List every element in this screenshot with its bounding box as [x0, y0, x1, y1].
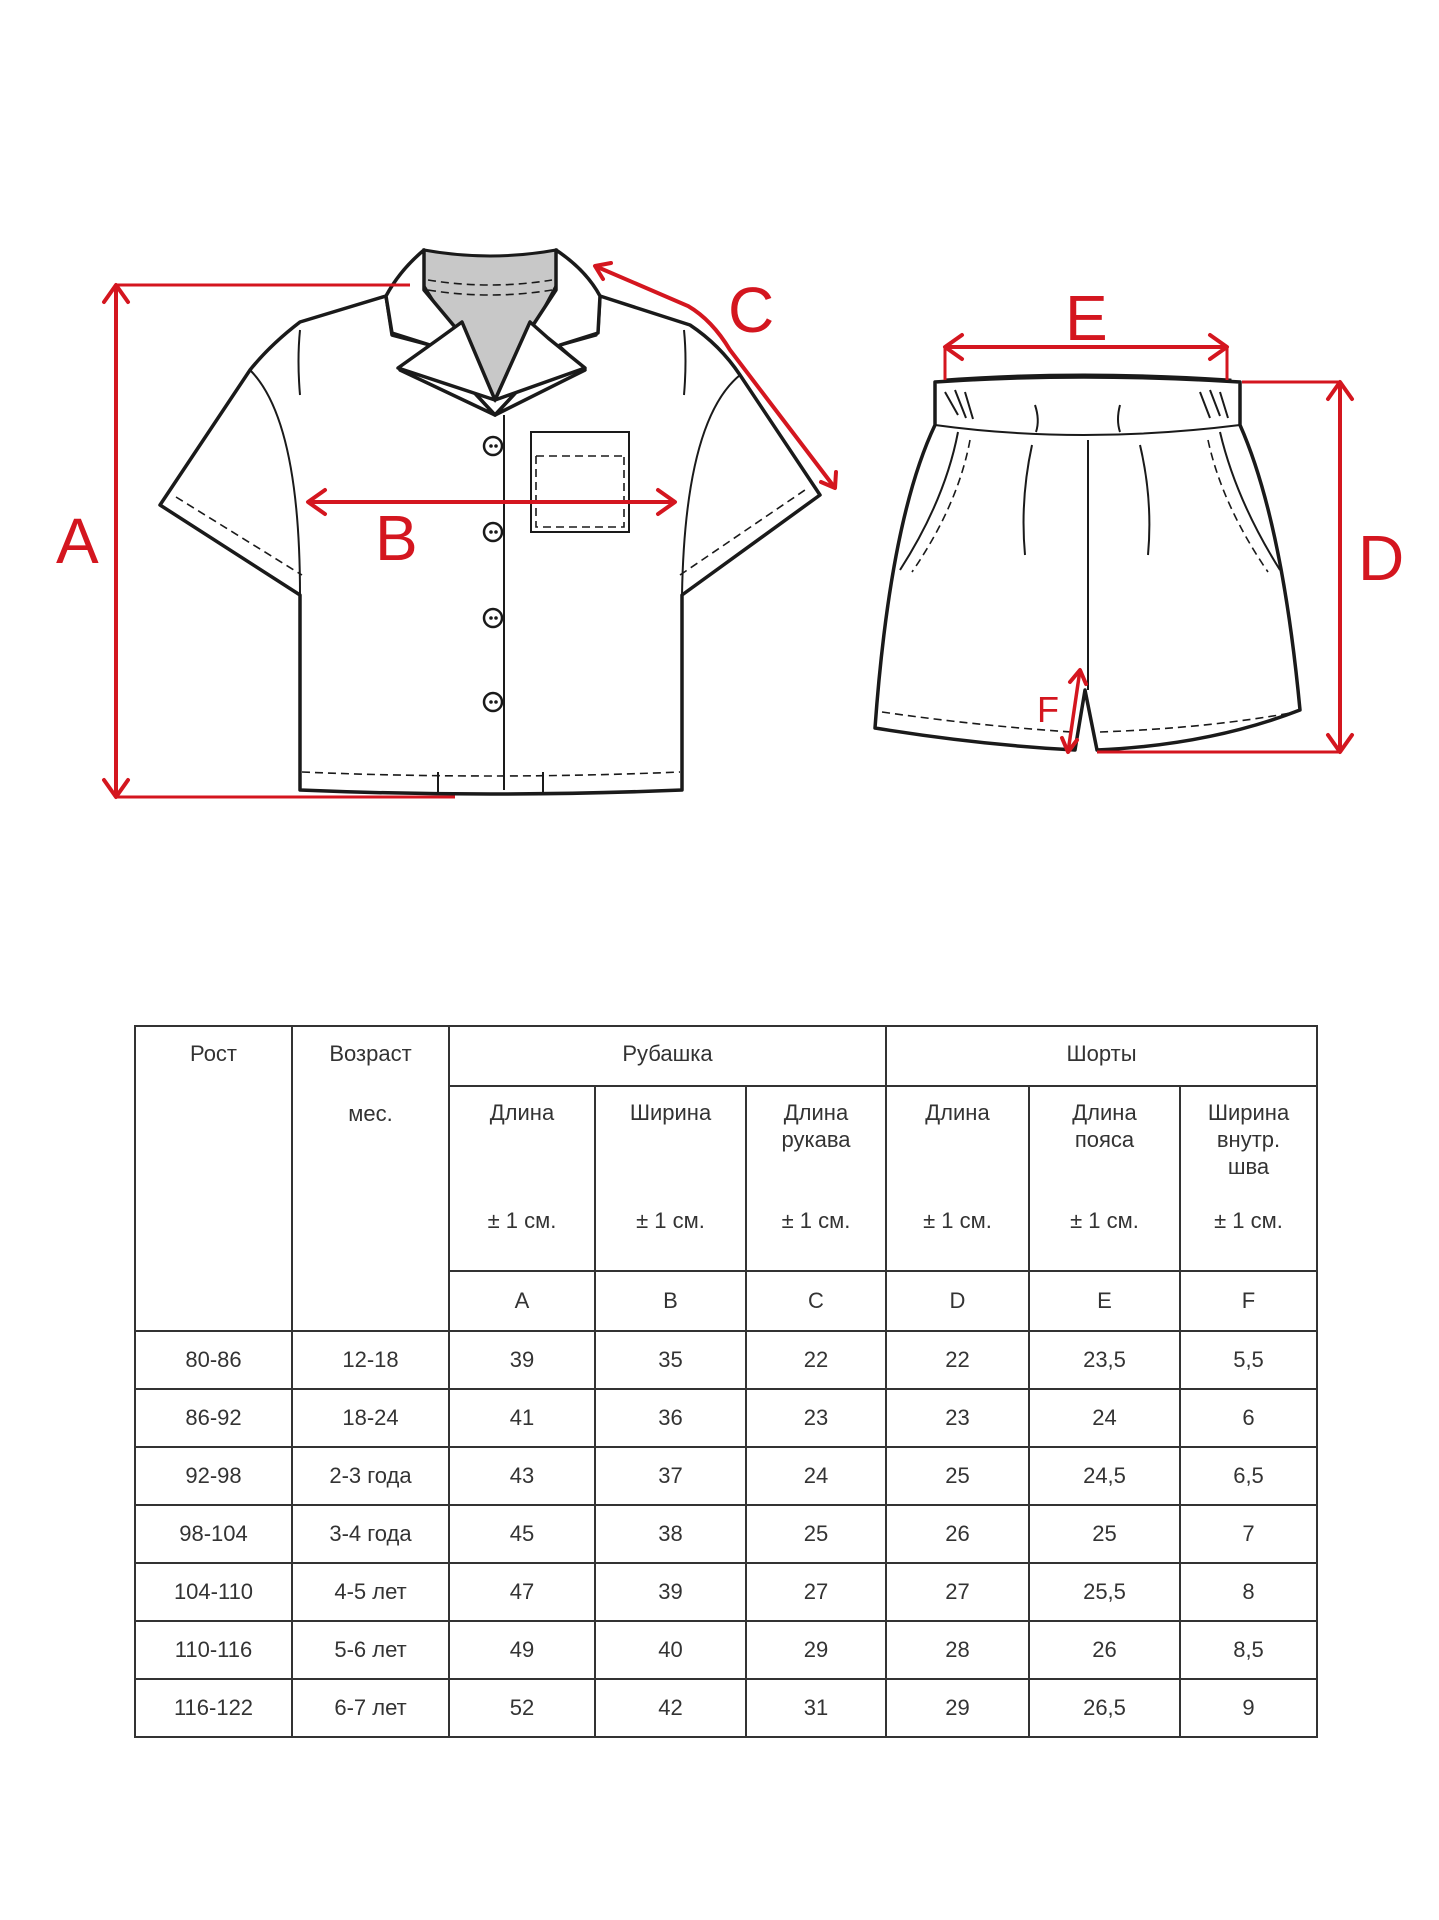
shorts-drawing [875, 375, 1300, 750]
table-cell: 4-5 лет [292, 1563, 449, 1621]
table-cell: 29 [746, 1621, 886, 1679]
table-cell: 116-122 [135, 1679, 292, 1737]
label-e: E [1065, 282, 1108, 354]
subheader-label: Длина [489, 1100, 555, 1125]
subheader-cell [449, 1086, 595, 1271]
table-cell: 39 [449, 1331, 595, 1389]
table-cell: 80-86 [135, 1331, 292, 1389]
table-cell: 6-7 лет [292, 1679, 449, 1737]
table-cell: 26 [1029, 1621, 1180, 1679]
garment-measurement-diagram [0, 0, 1439, 920]
table-cell: 12-18 [292, 1331, 449, 1389]
measurement-code: D [886, 1271, 1029, 1331]
table-cell: 2-3 года [292, 1447, 449, 1505]
table-cell: 5-6 лет [292, 1621, 449, 1679]
table-cell: 9 [1180, 1679, 1317, 1737]
table-cell: 6,5 [1180, 1447, 1317, 1505]
table-cell: 43 [449, 1447, 595, 1505]
table-cell: 22 [746, 1331, 886, 1389]
header-age-label: Возраст [329, 1041, 412, 1066]
table-cell: 6 [1180, 1389, 1317, 1447]
tolerance-label: ± 1 см. [1070, 1208, 1139, 1233]
table-cell: 22 [886, 1331, 1029, 1389]
label-a: A [56, 505, 99, 577]
tolerance-label: ± 1 см. [781, 1208, 851, 1233]
measurement-code: A [449, 1271, 595, 1331]
table-cell: 7 [1180, 1505, 1317, 1563]
subheader-label: Длина рукава [781, 1100, 851, 1152]
label-b: B [375, 502, 418, 574]
table-cell: 5,5 [1180, 1331, 1317, 1389]
table-row [135, 1447, 1317, 1505]
table-cell: 92-98 [135, 1447, 292, 1505]
table-cell: 26,5 [1029, 1679, 1180, 1737]
table-cell: 26 [886, 1505, 1029, 1563]
table-cell: 47 [449, 1563, 595, 1621]
table-row [135, 1621, 1317, 1679]
subheader-label: Длина [925, 1100, 990, 1125]
size-table [134, 1025, 1318, 1738]
subheader-cell [886, 1086, 1029, 1271]
table-cell: 40 [595, 1621, 746, 1679]
table-cell: 52 [449, 1679, 595, 1737]
subheader-label: Ширина [629, 1100, 712, 1125]
subheader-cell [746, 1086, 886, 1271]
table-cell: 25,5 [1029, 1563, 1180, 1621]
table-cell: 42 [595, 1679, 746, 1737]
header-shorts: Шорты [886, 1026, 1317, 1086]
subheader-cell [1029, 1086, 1180, 1271]
label-f: F [1037, 689, 1059, 730]
tolerance-label: ± 1 см. [1214, 1208, 1283, 1233]
label-d: D [1358, 522, 1405, 594]
table-cell: 38 [595, 1505, 746, 1563]
table-row [135, 1505, 1317, 1563]
table-cell: 8,5 [1180, 1621, 1317, 1679]
tolerance-label: ± 1 см. [636, 1208, 705, 1233]
table-row [135, 1331, 1317, 1389]
table-row [135, 1389, 1317, 1447]
table-cell: 25 [746, 1505, 886, 1563]
table-cell: 23 [886, 1389, 1029, 1447]
size-table-header [135, 1026, 1317, 1331]
table-cell: 35 [595, 1331, 746, 1389]
table-cell: 25 [1029, 1505, 1180, 1563]
table-cell: 86-92 [135, 1389, 292, 1447]
table-cell: 29 [886, 1679, 1029, 1737]
table-cell: 49 [449, 1621, 595, 1679]
table-cell: 31 [746, 1679, 886, 1737]
shirt-drawing [160, 250, 820, 794]
header-age-unit: мес. [348, 1101, 393, 1126]
tolerance-label: ± 1 см. [487, 1208, 557, 1233]
header-height: Рост [135, 1026, 292, 1331]
measurement-code: C [746, 1271, 886, 1331]
table-cell: 110-116 [135, 1621, 292, 1679]
subheader-cell [1180, 1086, 1317, 1271]
table-cell: 36 [595, 1389, 746, 1447]
size-table-body [135, 1331, 1317, 1737]
table-cell: 104-110 [135, 1563, 292, 1621]
table-cell: 98-104 [135, 1505, 292, 1563]
table-cell: 39 [595, 1563, 746, 1621]
table-cell: 27 [886, 1563, 1029, 1621]
subheader-cell [595, 1086, 746, 1271]
label-c: C [728, 274, 775, 346]
table-cell: 24,5 [1029, 1447, 1180, 1505]
table-cell: 24 [1029, 1389, 1180, 1447]
table-cell: 28 [886, 1621, 1029, 1679]
table-cell: 27 [746, 1563, 886, 1621]
table-cell: 23,5 [1029, 1331, 1180, 1389]
measurement-code: F [1180, 1271, 1317, 1331]
measurement-code: B [595, 1271, 746, 1331]
table-cell: 45 [449, 1505, 595, 1563]
table-cell: 23 [746, 1389, 886, 1447]
table-cell: 41 [449, 1389, 595, 1447]
subheader-label: Длина пояса [1072, 1100, 1137, 1152]
table-cell: 3-4 года [292, 1505, 449, 1563]
subheader-label: Ширина внутр. шва [1207, 1100, 1290, 1179]
table-cell: 18-24 [292, 1389, 449, 1447]
table-cell: 37 [595, 1447, 746, 1505]
table-row [135, 1679, 1317, 1737]
table-cell: 24 [746, 1447, 886, 1505]
table-row [135, 1563, 1317, 1621]
table-cell: 25 [886, 1447, 1029, 1505]
header-age [292, 1026, 449, 1331]
measurement-code: E [1029, 1271, 1180, 1331]
header-shirt: Рубашка [449, 1026, 886, 1086]
tolerance-label: ± 1 см. [923, 1208, 992, 1233]
table-cell: 8 [1180, 1563, 1317, 1621]
